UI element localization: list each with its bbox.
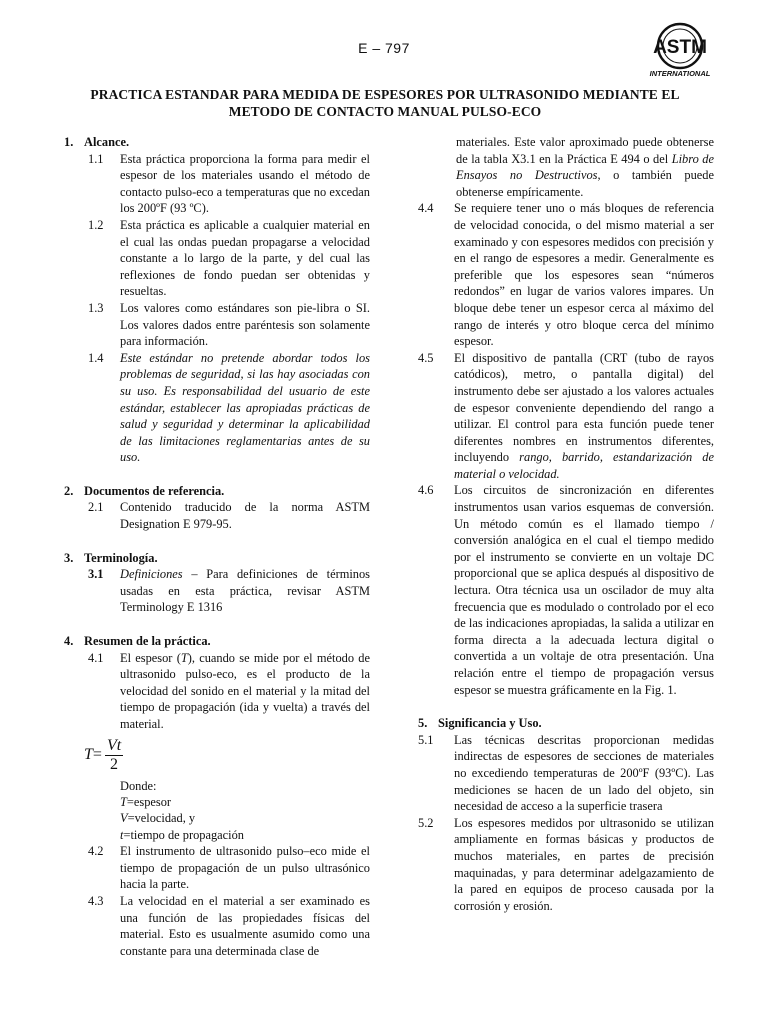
logo-subtext: INTERNATIONAL (649, 69, 711, 78)
item-4-1: 4.1 El espesor (T), cuando se mide por el método de ultrasonido pulso-eco, es el producto de la velocidad del sonido en el material y la mitad del tiempo de propagación (ida y vuelta) a través del material. (88, 650, 370, 731)
thickness-formula: T = $\frac{Vt}{2}$ (84, 736, 122, 773)
item-1-4: 1.4 Este estándar no pretende abordar todos los problemas de seguridad, si las hay asociadas con su uso. Es responsabilidad del usuario de este estándar, establecer las apropiadas prácticas de salud y seguridad y determinar la aplicabilidad de las limitaciones reglamentarias antes de su uso. (88, 350, 370, 465)
title-line-1: PRACTICA ESTANDAR PARA MEDIDA DE ESPESORES POR ULTRASONIDO MEDIANTE EL (90, 87, 680, 102)
document-code: E – 797 (358, 40, 410, 56)
item-4-6: 4.6 Los circuitos de sincronización en diferentes instrumentos usan varios esquemas de conversión. Un método común es el llamado tiempo / conversión analógica en el cual el tiempo medido por el instrumento se convierte en un voltaje DC proporcional que se aplica después al dispositivo de lectura. Otra técnica usa un oscilador de muy alta frecuencia que es modulado o controlado por el eco de las indicaciones apropiadas, la salida a utilizar en forma directa a la adecuada lectura digital o convertida a un voltaje de otra presentación. Una relación entre el tiempo de propagación versus espesor se muestra gráficamente en la Fig. 1. (418, 483, 714, 697)
item-5-2: 5.2 Los espesores medidos por ultrasonido se utilizan ampliamente en formas básicas y productos de muchos materiales, en partes de precisión maquinadas, y para determinar adelgazamiento de la pared en equipos de proceso causada por la corrosión y erosión. (418, 815, 714, 913)
document-title (60, 86, 710, 120)
logo-letters: ASTM (653, 37, 707, 58)
item-4-5: 4.5 El dispositivo de pantalla (CRT (tubo de rayos catódicos), metro, o pantalla digital) del instrumento debe ser ajustado a los valores actuales de espesor conveniente dependiendo del rango a utilizar. El control para esta función puede tener diferentes nombres en instrumentos diferentes, incluyendo rango, barrido, estandarización de material o velocidad. (418, 350, 714, 481)
item-4-3: 4.3 La velocidad en el material a ser examinado es una función de las propiedades físicas del material. Esto es usualmente asumido como una constante para una determinada clase de (88, 894, 370, 958)
left-column (64, 134, 370, 959)
item-1-1: 1.1 Esta práctica proporciona la forma para medir el espesor de los materiales usando el método de contacto pulso-eco a temperaturas que no excedan los 200ºF (93 ºC). (88, 151, 370, 216)
section-1-heading: 1. Alcance. (64, 135, 130, 149)
formula-definitions: Donde: T=espesor V=velocidad, y t=tiempo de propagación (120, 778, 244, 842)
section-5-heading: 5. Significancia y Uso. (418, 716, 542, 731)
item-3-1: 3.1 Definiciones – Para definiciones de términos usadas en esta práctica, revisar ASTM Terminology E 1316 (88, 567, 370, 615)
astm-logo (646, 20, 714, 80)
section-4-heading: 4. Resumen de la práctica. (64, 634, 211, 649)
item-5-1: 5.1 Las técnicas descritas proporcionan medidas indirectas de espesores de secciones de materiales no excediendo temperaturas de 200ºF (93ºC). Las mediciones se hacen de un lado del objeto, sin necesidad de acceso a la superficie trasera (418, 732, 714, 814)
item-4-3-continued: materiales. Este valor aproximado puede obtenerse de la tabla X3.1 en la Práctica E 494 o del Libro de Ensayos no Destructivos, o también puede obtenerse empíricamente. (456, 135, 715, 199)
title-line-2: METODO DE CONTACTO MANUAL PULSO-ECO (228, 104, 542, 119)
item-2-1: 2.1 Contenido traducido de la norma ASTM Designation E 979-95. (88, 500, 370, 532)
astm-logo-graphic (646, 20, 714, 80)
item-1-3: 1.3 Los valores como estándares son pie-libra o SI. Los valores dados entre paréntesis son solamente para información. (88, 300, 370, 349)
right-column (418, 134, 714, 914)
section-3-heading: 3. Terminología. (64, 550, 158, 565)
section-2-heading: 2. Documentos de referencia. (64, 483, 225, 498)
item-4-2: 4.2 El instrumento de ultrasonido pulso–eco mide el tiempo de propagación de un pulso ultrasónico hacia la parte. (88, 844, 370, 892)
item-1-2: 1.2 Esta práctica es aplicable a cualquier material en el cual las ondas puedan propagarse a velocidad constante a lo largo de la parte, y del cual las reflexiones de fondo puedan ser obtenidas y resueltas. (88, 217, 370, 299)
item-4-4: 4.4 Se requiere tener uno o más bloques de referencia de velocidad conocida, o del mismo material a ser examinado y con espesores medidos con precisión y en el rango de espesores a medir. Generalmente es preferible que los espesores sean “números redondos” en lugar de varios valores impares. Un bloque debe tener un espesor cerca al máximo del rango de interés y otro bloque cerca del mínimo espesor. (418, 201, 714, 349)
